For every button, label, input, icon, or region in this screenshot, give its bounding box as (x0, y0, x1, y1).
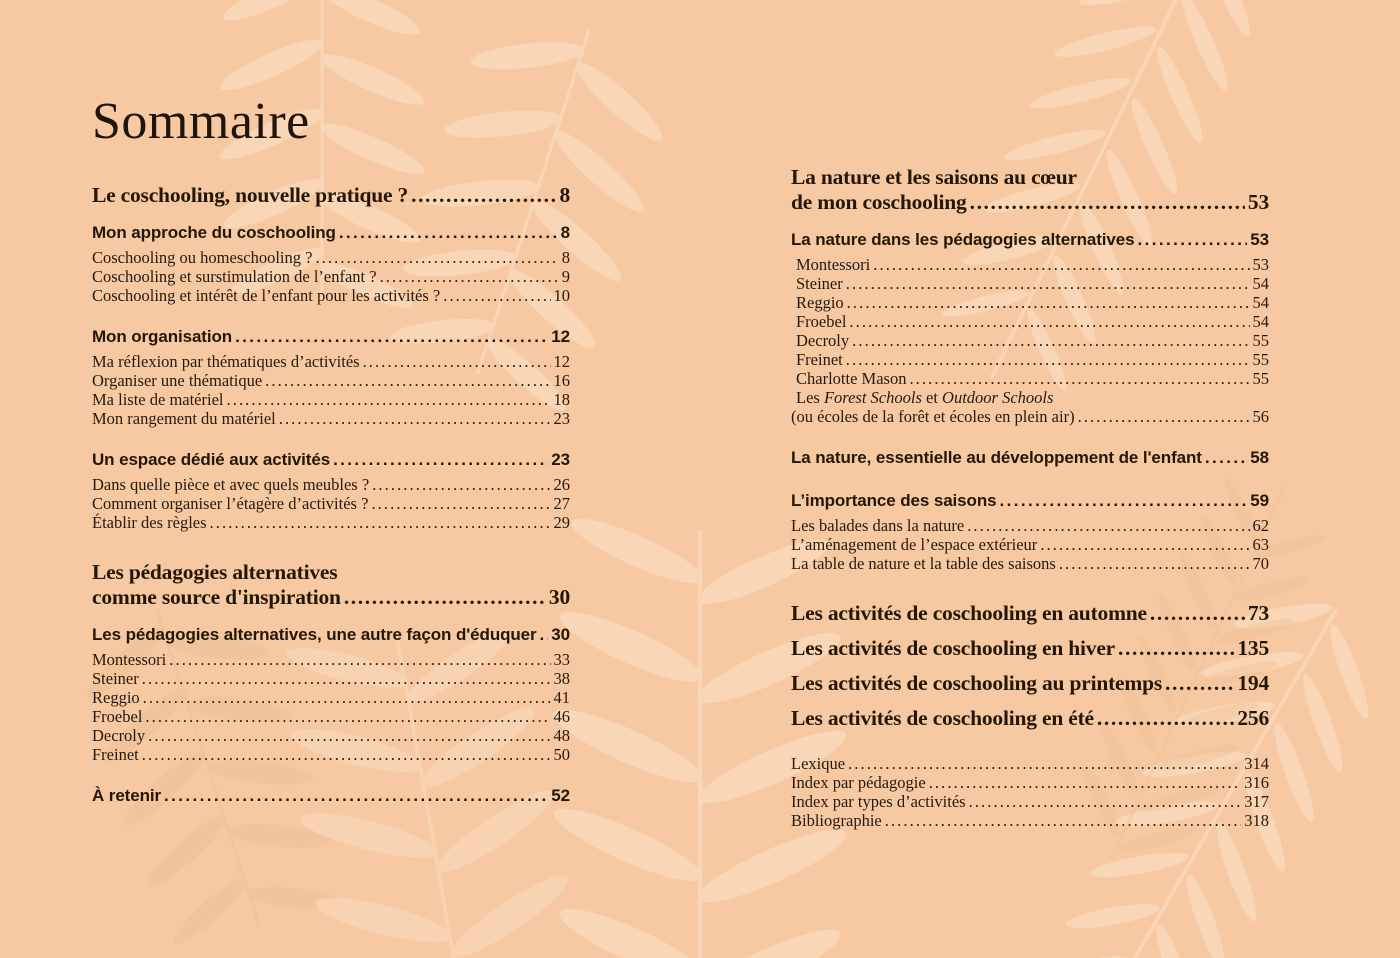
page-number: 54 (1252, 293, 1269, 312)
page-number: 30 (551, 625, 570, 644)
dot-leader (967, 516, 1249, 535)
toc-entry (791, 811, 1269, 830)
page-number: 53 (1247, 190, 1269, 214)
dot-leader (443, 286, 550, 305)
toc-label: Decroly (92, 726, 146, 745)
toc-label: Lexique (791, 754, 846, 773)
toc-section-heading (791, 228, 1269, 252)
toc-label: La nature et les saisons au cœur (791, 165, 1077, 189)
toc-label: Les activités de coschooling au printemps (791, 671, 1163, 695)
toc-section-heading (92, 623, 570, 647)
toc-entry (791, 350, 1269, 369)
toc-section-heading (92, 221, 570, 245)
toc-chapter-row (791, 706, 1269, 731)
page-number: 314 (1244, 754, 1269, 773)
toc-label: Coschooling et intérêt de l’enfant pour les activités ? (92, 286, 441, 305)
page-number: 53 (1250, 230, 1269, 249)
toc-entry (791, 792, 1269, 811)
toc-label: Montessori (796, 255, 871, 274)
toc-entry-row (791, 350, 1269, 369)
dot-leader (969, 792, 1242, 811)
toc-chapter-row (791, 165, 1269, 190)
page-number: 194 (1237, 671, 1269, 695)
dot-leader (142, 745, 551, 764)
toc-label: de mon coschooling (791, 190, 967, 214)
toc-entry-row (92, 513, 570, 532)
page-number: 26 (553, 475, 570, 494)
toc-label: Froebel (796, 312, 847, 331)
toc-label (796, 388, 1053, 407)
toc-label: Ma liste de matériel (92, 390, 224, 409)
toc-entry (92, 371, 570, 390)
toc-chapter-heading (791, 706, 1269, 731)
toc-entry-row (791, 331, 1269, 350)
toc-label: L’importance des saisons (791, 491, 997, 510)
toc-entry (92, 707, 570, 726)
toc-entry-row (791, 293, 1269, 312)
dot-leader (344, 585, 546, 610)
dot-leader (999, 489, 1247, 513)
toc-right-column (791, 165, 1269, 830)
page-number: 50 (553, 745, 570, 764)
dot-leader (145, 707, 550, 726)
dot-leader (148, 726, 550, 745)
page-number: 18 (553, 390, 570, 409)
toc-chapter-row (92, 585, 570, 610)
toc-label: Comment organiser l’étagère d’activités ? (92, 494, 369, 513)
dot-leader (1205, 446, 1247, 470)
dot-leader (227, 390, 551, 409)
toc-label: Froebel (92, 707, 143, 726)
toc-label: La nature, essentielle au développement de l'enfant (791, 448, 1202, 467)
page-number: 54 (1252, 274, 1269, 293)
page-number: 29 (553, 513, 570, 532)
page-number: 46 (553, 707, 570, 726)
dot-leader (909, 369, 1249, 388)
page-number: 38 (553, 669, 570, 688)
toc-chapter-heading (791, 601, 1269, 626)
toc-chapter-heading (791, 636, 1269, 661)
page-number: 27 (553, 494, 570, 513)
toc-entry-row (92, 494, 570, 513)
page-number: 33 (553, 650, 570, 669)
toc-left-column (92, 183, 570, 811)
toc-entry-group (791, 754, 1269, 830)
toc-label: Coschooling et surstimulation de l’enfant ? (92, 267, 377, 286)
toc-label: Établir des règles (92, 513, 207, 532)
toc-entry-row (92, 707, 570, 726)
toc-label: (ou écoles de la forêt et écoles en plein air) (791, 407, 1075, 426)
toc-entry-row (791, 754, 1269, 773)
toc-chapter-row (92, 560, 570, 585)
toc-entry-group (791, 255, 1269, 426)
toc-label: Les activités de coschooling en été (791, 706, 1094, 730)
toc-entry (791, 388, 1269, 426)
toc-entry (92, 669, 570, 688)
dot-leader (929, 773, 1242, 792)
toc-entry (92, 494, 570, 513)
dot-leader (1137, 228, 1247, 252)
toc-label: Organiser une thématique (92, 371, 263, 390)
page-number: 58 (1250, 448, 1269, 467)
page-number: 12 (551, 327, 570, 346)
toc-section-heading (92, 784, 570, 808)
toc-label: Les activités de coschooling en automne (791, 601, 1147, 625)
toc-entry-row (791, 516, 1269, 535)
toc-section-row (791, 228, 1269, 252)
dot-leader (1040, 535, 1249, 554)
dot-leader (846, 274, 1250, 293)
page-title: Sommaire (92, 93, 310, 150)
toc-entry (791, 293, 1269, 312)
toc-section-row (791, 489, 1269, 513)
page-number: 8 (561, 248, 570, 267)
toc-entry (791, 516, 1269, 535)
toc-label: Steiner (796, 274, 843, 293)
page-number: 63 (1252, 535, 1269, 554)
toc-label: Mon organisation (92, 327, 233, 346)
toc-entry (92, 650, 570, 669)
toc-entry (92, 267, 570, 286)
toc-entry (92, 688, 570, 707)
page-number: 8 (560, 223, 570, 242)
toc-entry-row (92, 745, 570, 764)
toc-entry-row (791, 255, 1269, 274)
toc-label: Les pédagogies alternatives, une autre façon d'éduquer (92, 625, 537, 644)
dot-leader (1165, 671, 1234, 696)
dot-leader (849, 312, 1249, 331)
toc-section-row (92, 221, 570, 245)
toc-entry (791, 255, 1269, 274)
toc-entry-row (92, 248, 570, 267)
toc-entry-row (791, 811, 1269, 830)
dot-leader (142, 669, 551, 688)
toc-entry-row (791, 773, 1269, 792)
toc-chapter-heading (92, 560, 570, 610)
toc-entry-row (92, 409, 570, 428)
dot-leader (333, 448, 548, 472)
toc-label: Les balades dans la nature (791, 516, 965, 535)
toc-entry-group (92, 650, 570, 764)
toc-entry-row (791, 312, 1269, 331)
toc-section-row (92, 325, 570, 349)
toc-entry-row (92, 286, 570, 305)
toc-label: Index par pédagogie (791, 773, 926, 792)
toc-label: Charlotte Mason (796, 369, 907, 388)
toc-entry (791, 535, 1269, 554)
dot-leader (848, 754, 1241, 773)
toc-entry (791, 312, 1269, 331)
toc-entry (791, 274, 1269, 293)
toc-label: Bibliographie (791, 811, 882, 830)
toc-entry-row (791, 274, 1269, 293)
toc-entry-row (92, 475, 570, 494)
toc-chapter-row (791, 601, 1269, 626)
toc-entry-row (791, 407, 1269, 426)
toc-chapter-heading (92, 183, 570, 208)
dot-leader (1118, 636, 1234, 661)
toc-label: comme source d'inspiration (92, 585, 341, 609)
dot-leader (885, 811, 1242, 830)
dot-leader (1097, 706, 1234, 731)
toc-chapter-row (791, 190, 1269, 215)
toc-entry-row (92, 726, 570, 745)
page-number: 10 (553, 286, 570, 305)
toc-label: Ma réflexion par thématiques d’activités (92, 352, 360, 371)
toc-label: Decroly (796, 331, 850, 350)
dot-leader (380, 267, 559, 286)
dot-leader (363, 352, 551, 371)
dot-leader (411, 183, 556, 208)
dot-leader (265, 371, 550, 390)
plain-text: et (921, 388, 943, 407)
page-number: 8 (559, 183, 570, 207)
toc-label: Freinet (796, 350, 843, 369)
dot-leader (279, 409, 551, 428)
toc-entry-group (92, 248, 570, 305)
page-number: 135 (1237, 636, 1269, 660)
toc-chapter-row (791, 671, 1269, 696)
toc-label: Index par types d’activités (791, 792, 966, 811)
page-number: 48 (553, 726, 570, 745)
toc-entry-row (92, 688, 570, 707)
dot-leader (1150, 601, 1245, 626)
page-number: 55 (1252, 369, 1269, 388)
toc-label: Reggio (796, 293, 844, 312)
page-number: 16 (553, 371, 570, 390)
dot-leader (372, 475, 550, 494)
italic-text: Forest Schools (823, 388, 922, 407)
page-number: 41 (553, 688, 570, 707)
toc-entry (92, 475, 570, 494)
toc-entry-row (791, 388, 1269, 407)
toc-entry (92, 352, 570, 371)
page-number: 12 (553, 352, 570, 371)
toc-label: Reggio (92, 688, 140, 707)
toc-label: Coschooling ou homeschooling ? (92, 248, 313, 267)
dot-leader (315, 248, 558, 267)
toc-label: Les pédagogies alternatives (92, 560, 338, 584)
dot-leader (339, 221, 558, 245)
page-number: 318 (1244, 811, 1269, 830)
toc-section-row (92, 623, 570, 647)
toc-chapter-row (791, 636, 1269, 661)
toc-entry (791, 331, 1269, 350)
page-number: 55 (1252, 350, 1269, 369)
toc-entry (791, 754, 1269, 773)
toc-label: Montessori (92, 650, 167, 669)
toc-label: Le coschooling, nouvelle pratique ? (92, 183, 409, 207)
dot-leader (143, 688, 551, 707)
page-number: 73 (1247, 601, 1269, 625)
toc-chapter-heading (791, 165, 1269, 215)
toc-entry-row (92, 669, 570, 688)
toc-section-heading (791, 446, 1269, 470)
dot-leader (873, 255, 1249, 274)
toc-label: À retenir (92, 786, 162, 805)
dot-leader (235, 325, 548, 349)
toc-label: L’aménagement de l’espace extérieur (791, 535, 1038, 554)
page-number: 30 (548, 585, 570, 609)
toc-chapter-heading (791, 671, 1269, 696)
toc-entry-row (92, 650, 570, 669)
toc-entry-group (92, 475, 570, 532)
page-number: 56 (1252, 407, 1269, 426)
toc-entry-row (791, 535, 1269, 554)
dot-leader (164, 784, 548, 808)
toc-section-row (791, 446, 1269, 470)
page-number: 53 (1252, 255, 1269, 274)
toc-label: Mon approche du coschooling (92, 223, 336, 242)
toc-label: La table de nature et la table des saisons (791, 554, 1056, 573)
toc-entry-row (92, 371, 570, 390)
page-number: 59 (1250, 491, 1269, 510)
toc-label: La nature dans les pédagogies alternatives (791, 230, 1135, 249)
toc-entry-row (92, 390, 570, 409)
dot-leader (169, 650, 550, 669)
dot-leader (852, 331, 1249, 350)
italic-text: Outdoor Schools (942, 388, 1054, 407)
dot-leader (970, 190, 1245, 215)
page-number: 316 (1244, 773, 1269, 792)
toc-entry (92, 248, 570, 267)
dot-leader (846, 350, 1250, 369)
toc-section-heading (92, 448, 570, 472)
toc-section-heading (92, 325, 570, 349)
toc-section-row (92, 784, 570, 808)
page-number: 54 (1252, 312, 1269, 331)
toc-entry-group (92, 352, 570, 428)
page-number: 317 (1244, 792, 1269, 811)
toc-entry (92, 409, 570, 428)
dot-leader (371, 494, 550, 513)
toc-entry-row (791, 792, 1269, 811)
toc-entry (92, 513, 570, 532)
toc-entry (92, 390, 570, 409)
toc-label: Un espace dédié aux activités (92, 450, 331, 469)
toc-section-row (92, 448, 570, 472)
page-number: 52 (551, 786, 570, 805)
toc-entry-row (92, 267, 570, 286)
dot-leader (1059, 554, 1250, 573)
toc-label: Freinet (92, 745, 139, 764)
dot-leader (210, 513, 551, 532)
page-number: 23 (551, 450, 570, 469)
page-number: 9 (561, 267, 570, 286)
dot-leader (847, 293, 1250, 312)
page-number: 23 (553, 409, 570, 428)
toc-entry-row (92, 352, 570, 371)
toc-entry (92, 286, 570, 305)
toc-section-heading (791, 489, 1269, 513)
page-number: 55 (1252, 331, 1269, 350)
toc-entry (791, 773, 1269, 792)
plain-text: Les (796, 388, 824, 407)
toc-entry-row (791, 554, 1269, 573)
toc-label: Steiner (92, 669, 139, 688)
toc-label: Les activités de coschooling en hiver (791, 636, 1116, 660)
page-number: 256 (1237, 706, 1269, 730)
dot-leader (1078, 407, 1250, 426)
toc-entry-row (791, 369, 1269, 388)
page-number: 70 (1252, 554, 1269, 573)
toc-chapter-row (92, 183, 570, 208)
toc-entry-group (791, 516, 1269, 573)
toc-entry (791, 554, 1269, 573)
toc-label: Dans quelle pièce et avec quels meubles ? (92, 475, 370, 494)
toc-label: Mon rangement du matériel (92, 409, 276, 428)
dot-leader (540, 623, 549, 647)
page-number: 62 (1252, 516, 1269, 535)
toc-entry (92, 726, 570, 745)
toc-entry (92, 745, 570, 764)
toc-entry (791, 369, 1269, 388)
